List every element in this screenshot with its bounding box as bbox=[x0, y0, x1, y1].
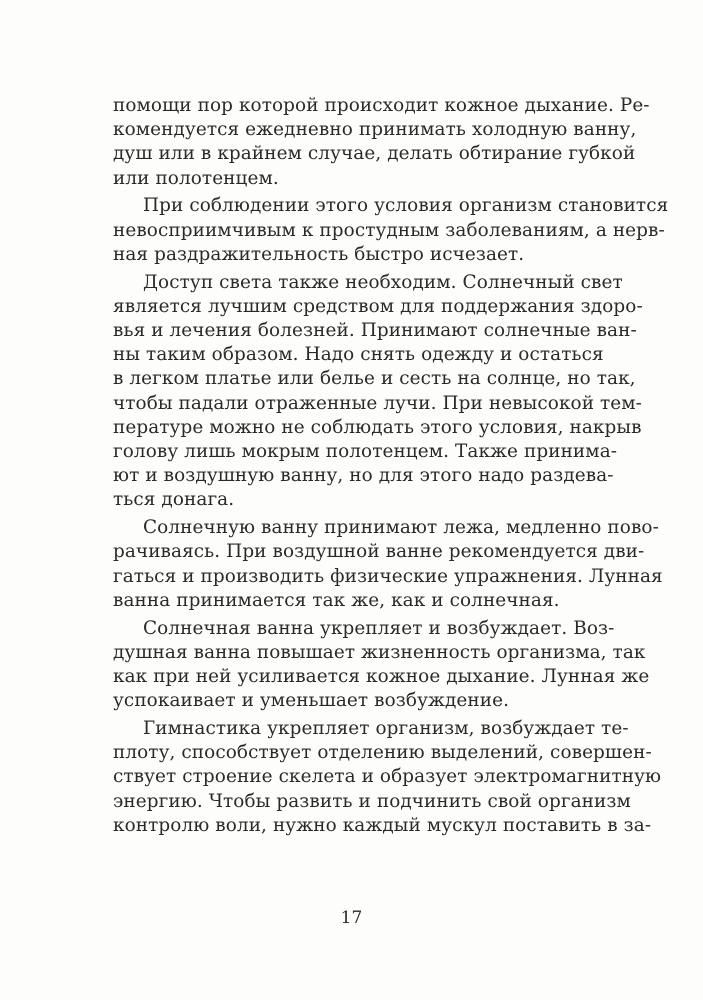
text-line: чтобы падали отраженные лучи. При невысокой тем- bbox=[113, 392, 642, 414]
text-line: контролю воли, нужно каждый мускул поставить в за- bbox=[113, 814, 652, 836]
paragraph bbox=[113, 94, 650, 191]
text-line: гаться и производить физические упражнения. Лунная bbox=[113, 565, 663, 587]
paragraph bbox=[113, 717, 662, 838]
text-line: Доступ света также необходим. Солнечный свет bbox=[143, 271, 623, 293]
text-line: пературе можно не соблюдать этого условия, накрыв bbox=[113, 416, 642, 438]
text-line: или полотенцем. bbox=[113, 167, 279, 189]
text-line: Солнечную ванну принимают лежа, медленно пово- bbox=[143, 517, 659, 539]
paragraph bbox=[113, 194, 669, 267]
text-line: Солнечная ванна укрепляет и возбуждает. Воз- bbox=[143, 617, 615, 639]
text-line: ная раздражительность быстро исчезает. bbox=[113, 243, 525, 265]
text-line: Гимнастика укрепляет организм, возбуждает те- bbox=[143, 718, 629, 740]
text-line: ют и воздушную ванну, но для этого надо раздева- bbox=[113, 465, 614, 487]
text-line: комендуется ежедневно принимать холодную ванну, bbox=[113, 119, 637, 141]
paragraph bbox=[113, 271, 643, 513]
text-line: является лучшим средством для поддержания здоро- bbox=[113, 295, 643, 317]
text-line: душная ванна повышает жизненность организма, так bbox=[113, 641, 646, 663]
page-number: 17 bbox=[340, 908, 363, 928]
text-line: успокаивает и уменьшает возбуждение. bbox=[113, 690, 510, 712]
text-line: рачиваясь. При воздушной ванне рекомендуется дви- bbox=[113, 541, 645, 563]
text-line: ны таким образом. Надо снять одежду и остаться bbox=[113, 344, 604, 366]
text-line: ванна принимается так же, как и солнечная. bbox=[113, 589, 560, 611]
text-line: ться донага. bbox=[113, 489, 235, 511]
body-text bbox=[113, 94, 669, 842]
text-line: душ или в крайнем случае, делать обтирание губкой bbox=[113, 143, 636, 165]
text-line: При соблюдении этого условия организм становится bbox=[143, 195, 669, 217]
text-line: голову лишь мокрым полотенцем. Также принима- bbox=[113, 441, 618, 463]
paragraph bbox=[113, 617, 650, 714]
paragraph bbox=[113, 516, 663, 613]
text-line: невосприимчивым к простудным заболеваниям, а нерв- bbox=[113, 219, 665, 241]
text-line: в легком платье или белье и сесть на солнце, но так, bbox=[113, 368, 636, 390]
text-line: плоту, способствует отделению выделений, совершен- bbox=[113, 742, 652, 764]
text-line: помощи пор которой происходит кожное дыхание. Ре- bbox=[113, 95, 650, 116]
text-line: энергию. Чтобы развить и подчинить свой организм bbox=[113, 790, 631, 812]
text-line: ствует строение скелета и образует электромагнитную bbox=[113, 766, 662, 788]
text-line: вья и лечения болезней. Принимают солнечные ван- bbox=[113, 320, 637, 342]
text-line: как при ней усиливается кожное дыхание. Лунная же bbox=[113, 666, 650, 688]
